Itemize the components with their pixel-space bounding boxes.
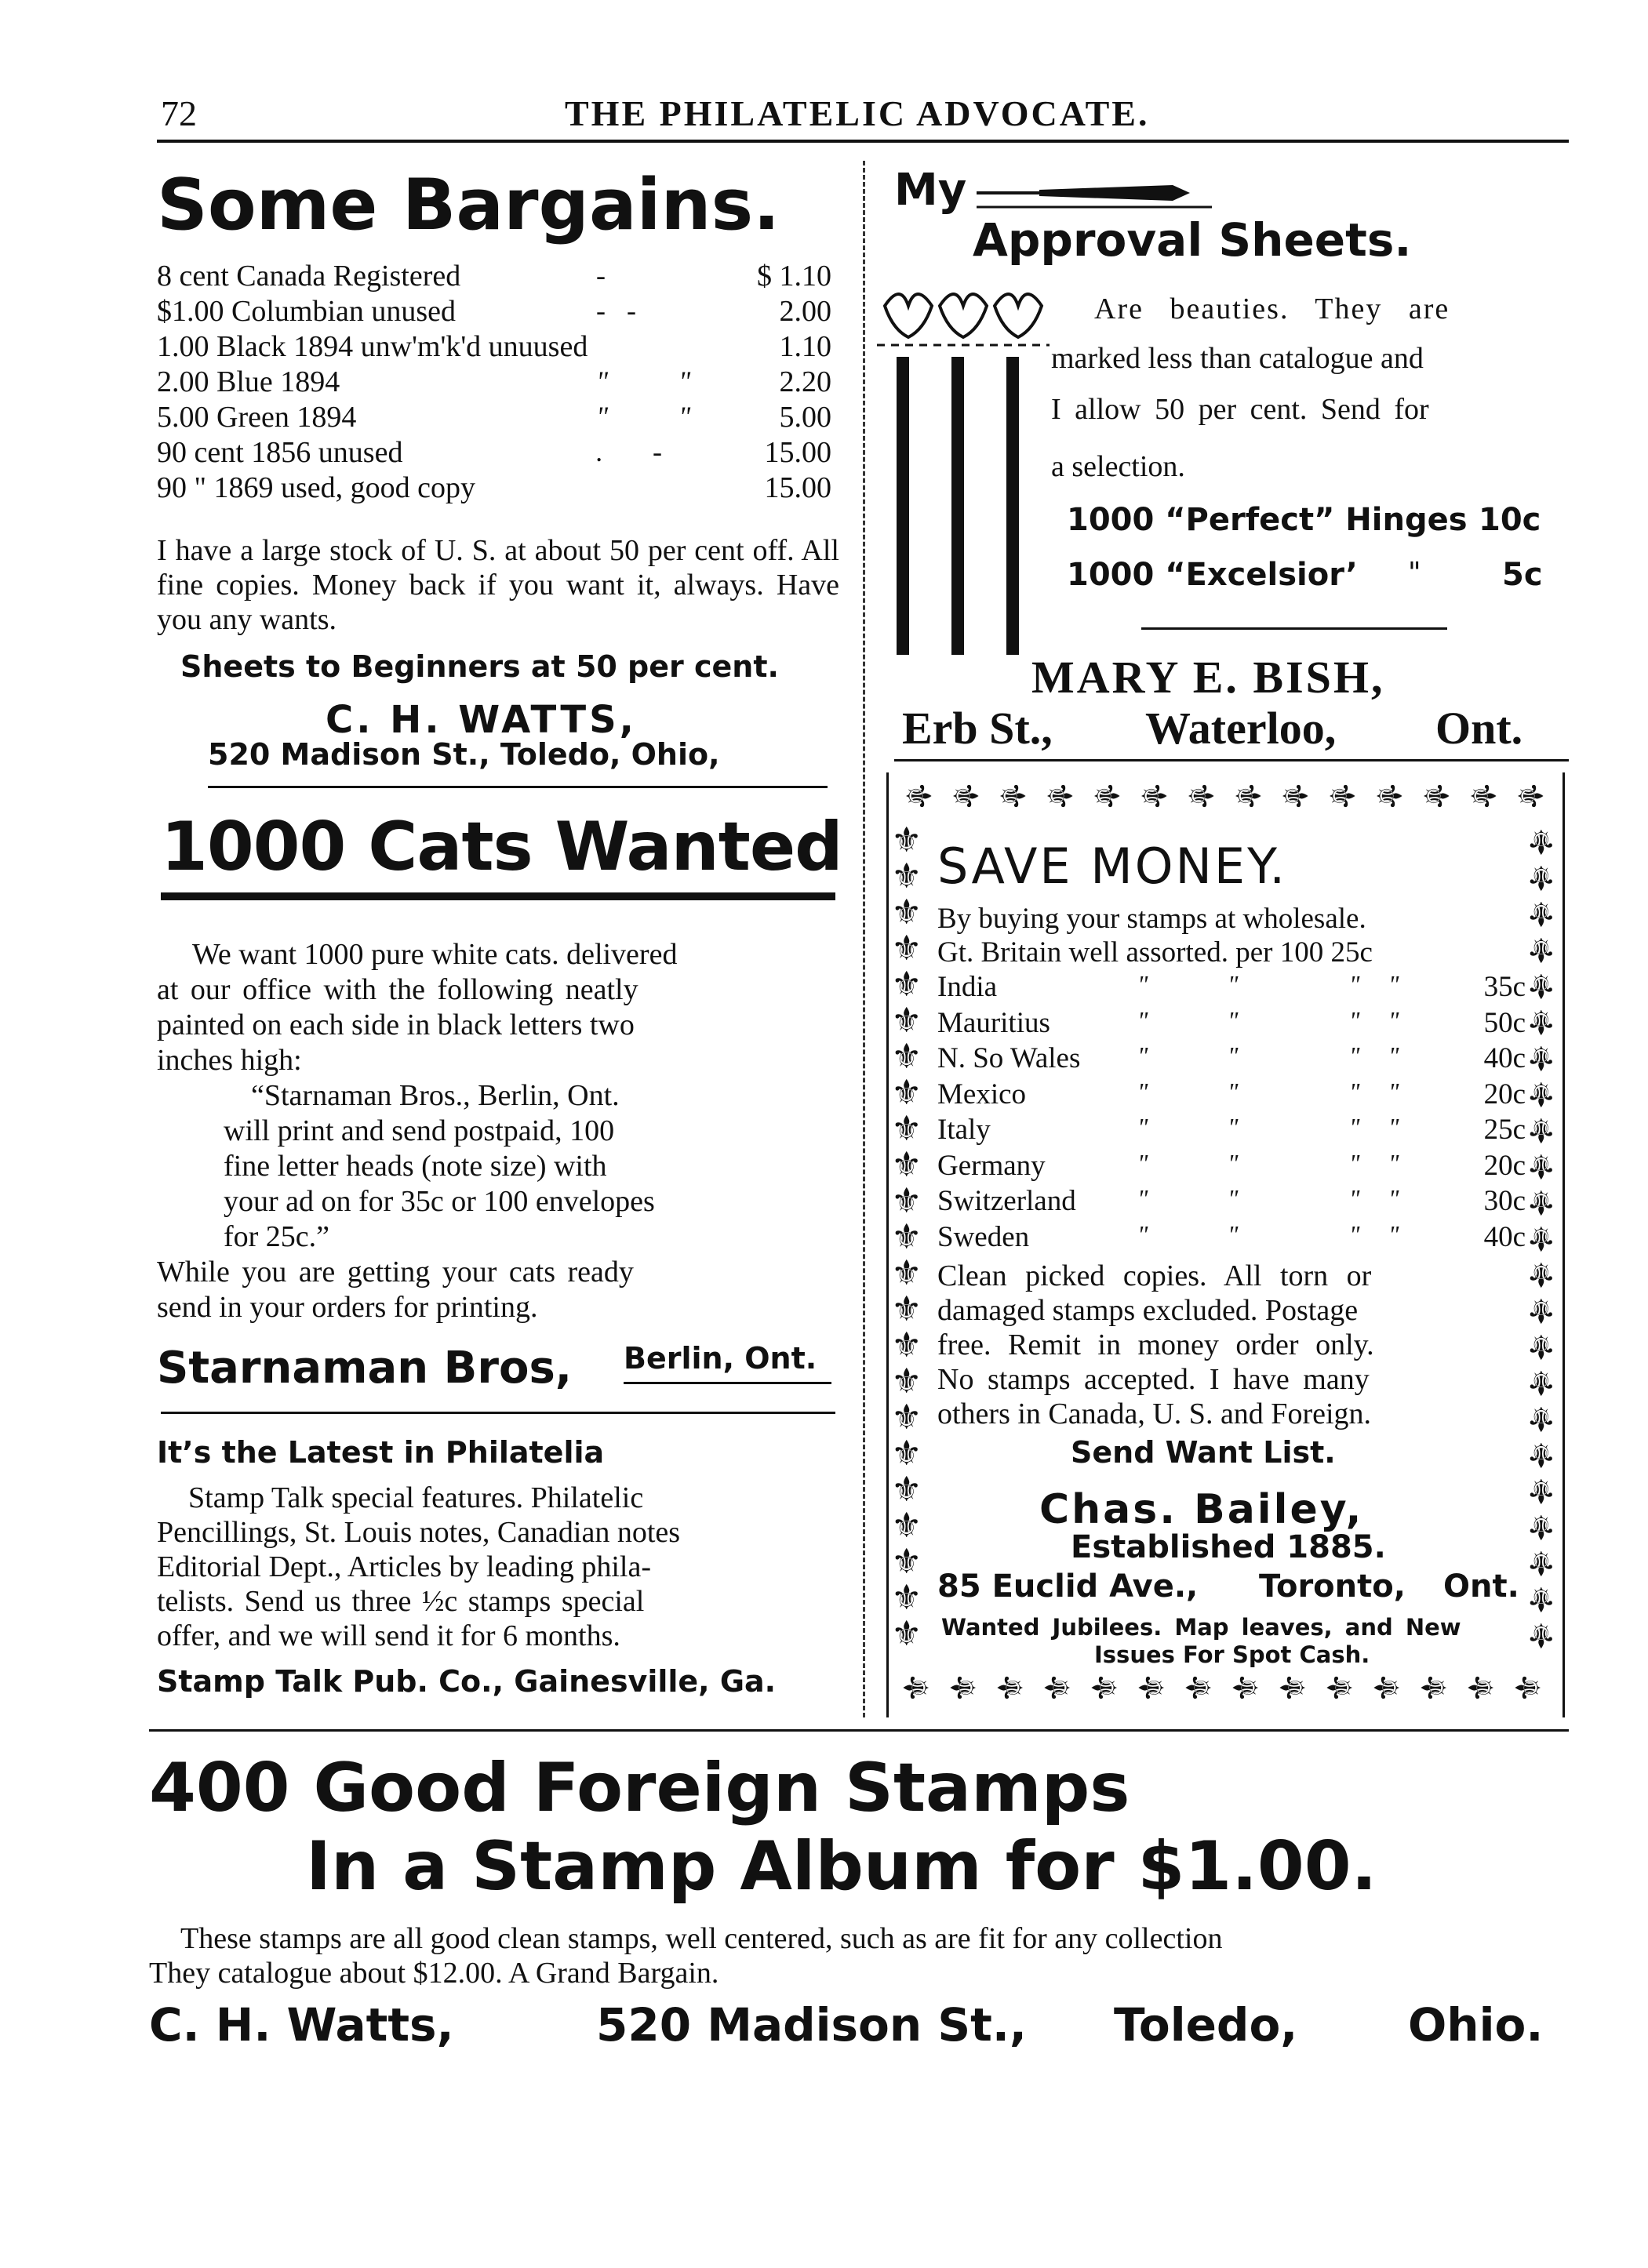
fleur-de-lis-icon: ⚜ bbox=[1526, 1470, 1557, 1510]
bargain-item-ditto: - - bbox=[596, 295, 636, 326]
bargain-item-price: $ 1.10 bbox=[757, 260, 831, 293]
ditto-mark: " bbox=[1388, 1113, 1399, 1141]
fleur-de-lis-icon: ⚜ bbox=[1526, 929, 1557, 969]
country-name: Sweden bbox=[937, 1221, 1030, 1253]
fleur-de-lis-icon: ⚜ bbox=[891, 820, 922, 860]
approval-name: MARY E. BISH, bbox=[1031, 652, 1385, 703]
foreign-title-line1: 400 Good Foreign Stamps bbox=[149, 1749, 1130, 1827]
ditto-mark: " bbox=[1388, 1041, 1399, 1070]
bargains-rule bbox=[208, 786, 828, 788]
bargain-item-price: 5.00 bbox=[779, 401, 831, 434]
fleur-de-lis-icon: ⚜ bbox=[1526, 1038, 1557, 1078]
fleur-de-lis-icon: ⚜ bbox=[1133, 780, 1173, 812]
ditto-mark: " bbox=[1137, 1078, 1148, 1106]
bargain-item-desc: 90 cent 1856 unused bbox=[157, 436, 403, 469]
hinges-excelsior-price: 5c bbox=[1502, 557, 1543, 593]
fleur-de-lis-icon: ⚜ bbox=[1526, 1543, 1557, 1583]
cats-location-underline bbox=[624, 1382, 831, 1384]
ditto-mark: " bbox=[1349, 1184, 1360, 1212]
cats-quote-line2: will print and send postpaid, 100 bbox=[224, 1114, 615, 1147]
fleur-de-lis-icon: ⚜ bbox=[1526, 1326, 1557, 1366]
approval-city: Waterloo, bbox=[1145, 703, 1337, 754]
ditto-mark: " bbox=[1388, 1006, 1399, 1034]
ditto-mark: " bbox=[1228, 1078, 1239, 1106]
bargains-name: C. H. WATTS, bbox=[326, 698, 637, 742]
fleur-de-lis-icon: ⚜ bbox=[1462, 780, 1503, 812]
save-money-wanted-line1: Wanted Jubilees. Map leaves, and New bbox=[941, 1614, 1461, 1641]
fleur-de-lis-icon: ⚜ bbox=[1274, 780, 1315, 812]
bargain-item-desc: $1.00 Columbian unused bbox=[157, 295, 457, 328]
fleur-de-lis-icon: ⚜ bbox=[891, 1578, 922, 1618]
cats-title: 1000 Cats Wanted bbox=[161, 808, 842, 886]
fleur-de-lis-icon: ⚜ bbox=[1321, 780, 1362, 812]
save-money-intro-line2: Gt. Britain well assorted. per 100 25c bbox=[937, 936, 1373, 969]
approval-street: Erb St., bbox=[902, 703, 1053, 754]
save-money-wanted-line2: Issues For Spot Cash. bbox=[1094, 1641, 1370, 1668]
cats-body-line4: inches high: bbox=[157, 1044, 302, 1077]
stamp-talk-line3: Editorial Dept., Articles by leading phila- bbox=[157, 1550, 652, 1583]
cats-quote-line3: fine letter heads (note size) with bbox=[224, 1150, 607, 1183]
fleur-de-lis-icon: ⚜ bbox=[891, 1073, 922, 1113]
bargain-item-desc: 8 cent Canada Registered bbox=[157, 260, 461, 293]
fleur-de-lis-icon: ⚜ bbox=[897, 1672, 937, 1703]
fleur-de-lis-icon: ⚜ bbox=[891, 1253, 922, 1293]
ditto-mark: " bbox=[1228, 1149, 1239, 1177]
fleur-de-lis-icon: ⚜ bbox=[1526, 1507, 1557, 1547]
fleur-de-lis-icon: ⚜ bbox=[891, 1434, 922, 1474]
bargain-item-price: 15.00 bbox=[764, 436, 831, 469]
country-price: 20c bbox=[1483, 1078, 1526, 1110]
fleur-de-lis-icon: ⚜ bbox=[1132, 1672, 1173, 1703]
fleur-de-lis-icon: ⚜ bbox=[1526, 1398, 1557, 1438]
save-money-body-line1: Clean picked copies. All torn or bbox=[937, 1259, 1372, 1292]
fleur-de-lis-icon: ⚜ bbox=[1526, 1290, 1557, 1330]
cats-body-line3: painted on each side in black letters two bbox=[157, 1009, 635, 1041]
save-money-intro-line1: By buying your stamps at wholesale. bbox=[937, 903, 1366, 935]
cats-body-line1: We want 1000 pure white cats. delivered bbox=[192, 938, 678, 971]
ditto-mark: " bbox=[1349, 1078, 1360, 1106]
save-money-street: 85 Euclid Ave., bbox=[937, 1568, 1199, 1605]
hinges-excelsior-ditto: " bbox=[1408, 557, 1421, 589]
bargains-sheets: Sheets to Beginners at 50 per cent. bbox=[180, 649, 779, 684]
fleur-de-lis-icon: ⚜ bbox=[891, 1037, 922, 1077]
bargain-item-desc: 2.00 Blue 1894 bbox=[157, 365, 340, 398]
bargain-item-ditto: " " bbox=[596, 401, 691, 432]
country-name: N. So Wales bbox=[937, 1042, 1081, 1074]
ditto-mark: " bbox=[1137, 1006, 1148, 1034]
country-price: 40c bbox=[1483, 1221, 1526, 1253]
ditto-mark: " bbox=[1228, 1006, 1239, 1034]
foreign-city: Toledo, bbox=[1114, 1998, 1298, 2052]
foreign-title-line2: In a Stamp Album for $1.00. bbox=[306, 1827, 1377, 1906]
ornament-icon bbox=[877, 282, 1057, 667]
ditto-mark: " bbox=[1349, 1149, 1360, 1177]
approval-my: My bbox=[894, 165, 967, 216]
fleur-de-lis-icon: ⚜ bbox=[1526, 1110, 1557, 1150]
ditto-mark: " bbox=[1349, 1041, 1360, 1070]
save-money-title: SAVE MONEY. bbox=[937, 838, 1288, 895]
fleur-de-lis-icon: ⚜ bbox=[1526, 1146, 1557, 1186]
fleur-de-lis-icon: ⚜ bbox=[1368, 780, 1409, 812]
stamp-talk-publisher: Stamp Talk Pub. Co., Gainesville, Ga. bbox=[157, 1664, 777, 1699]
ditto-mark: " bbox=[1388, 1220, 1399, 1248]
ditto-mark: " bbox=[1349, 1113, 1360, 1141]
fleur-de-lis-icon: ⚜ bbox=[1461, 1672, 1502, 1703]
save-money-body-line4: No stamps accepted. I have many bbox=[937, 1363, 1370, 1396]
bargain-item-ditto: . - bbox=[596, 436, 662, 467]
bargain-item-price: 15.00 bbox=[764, 471, 831, 504]
fleur-de-lis-icon: ⚜ bbox=[1526, 893, 1557, 933]
save-money-want-list: Send Want List. bbox=[1071, 1435, 1336, 1470]
fleur-de-lis-icon: ⚜ bbox=[891, 1109, 922, 1149]
fleur-de-lis-icon: ⚜ bbox=[1526, 1615, 1557, 1655]
ditto-mark: " bbox=[1228, 1113, 1239, 1141]
ditto-mark: " bbox=[1349, 1006, 1360, 1034]
fleur-de-lis-icon: ⚜ bbox=[1526, 1434, 1557, 1474]
country-price: 20c bbox=[1483, 1150, 1526, 1182]
bargain-item-price: 2.00 bbox=[779, 295, 831, 328]
cats-bottom-rule bbox=[161, 1412, 835, 1414]
fleur-de-lis-icon: ⚜ bbox=[891, 1361, 922, 1401]
stamp-talk-line4: telists. Send us three ½c stamps special bbox=[157, 1585, 645, 1618]
hinges-perfect-label: 1000 “Perfect” Hinges bbox=[1067, 502, 1468, 538]
ditto-mark: " bbox=[1349, 1220, 1360, 1248]
ditto-mark: " bbox=[1349, 970, 1360, 998]
fleur-de-lis-icon: ⚜ bbox=[891, 1001, 922, 1041]
fleur-de-lis-icon: ⚜ bbox=[1526, 1362, 1557, 1402]
foreign-street: 520 Madison St., bbox=[596, 1998, 1027, 2052]
fleur-de-lis-icon: ⚜ bbox=[1526, 821, 1557, 861]
approval-body-line4: a selection. bbox=[1051, 450, 1185, 483]
save-money-name: Chas. Bailey, bbox=[1039, 1486, 1364, 1533]
page-title: THE PHILATELIC ADVOCATE. bbox=[565, 93, 1150, 133]
fleur-de-lis-icon: ⚜ bbox=[1526, 857, 1557, 897]
country-price: 40c bbox=[1483, 1042, 1526, 1074]
hinges-excelsior-label: 1000 “Excelsior’ bbox=[1067, 557, 1358, 593]
fleur-de-lis-icon: ⚜ bbox=[1226, 1672, 1267, 1703]
ditto-mark: " bbox=[1228, 970, 1239, 998]
bargains-title: Some Bargains. bbox=[157, 164, 780, 246]
save-money-prov: Ont. bbox=[1443, 1568, 1519, 1605]
save-money-body-line3: free. Remit in money order only. bbox=[937, 1328, 1374, 1361]
cats-title-rule bbox=[161, 892, 835, 900]
fleur-de-lis-icon: ⚜ bbox=[897, 780, 938, 812]
stamp-talk-title: It’s the Latest in Philatelia bbox=[157, 1435, 605, 1470]
fleur-de-lis-icon: ⚜ bbox=[991, 780, 1032, 812]
fleur-de-lis-icon: ⚜ bbox=[891, 1145, 922, 1185]
fleur-de-lis-icon: ⚜ bbox=[1526, 1218, 1557, 1258]
cats-quote-line1: “Starnaman Bros., Berlin, Ont. bbox=[251, 1079, 620, 1112]
fleur-de-lis-icon: ⚜ bbox=[1526, 1074, 1557, 1114]
fleur-de-lis-icon: ⚜ bbox=[891, 1398, 922, 1437]
fleur-de-lis-icon: ⚜ bbox=[1039, 780, 1079, 812]
cats-company: Starnaman Bros, bbox=[157, 1343, 573, 1394]
country-name: Mexico bbox=[937, 1078, 1027, 1110]
header-rule bbox=[157, 140, 1569, 143]
foreign-top-rule bbox=[149, 1729, 1569, 1732]
fleur-de-lis-icon: ⚜ bbox=[891, 1470, 922, 1510]
fleur-de-lis-icon: ⚜ bbox=[891, 965, 922, 1005]
cats-quote-line5: for 25c.” bbox=[224, 1220, 330, 1253]
fleur-de-lis-icon: ⚜ bbox=[891, 929, 922, 969]
country-price: 25c bbox=[1483, 1114, 1526, 1146]
ditto-mark: " bbox=[1137, 1220, 1148, 1248]
approval-prov: Ont. bbox=[1435, 703, 1523, 754]
stamp-talk-line1: Stamp Talk special features. Philatelic bbox=[188, 1481, 644, 1514]
fleur-de-lis-icon: ⚜ bbox=[991, 1672, 1031, 1703]
ditto-mark: " bbox=[1388, 1078, 1399, 1106]
bargain-item-ditto: " " bbox=[596, 365, 691, 397]
approval-rule bbox=[1141, 627, 1447, 630]
approval-body-line1: Are beauties. They are bbox=[1094, 293, 1450, 325]
country-name: Mauritius bbox=[937, 1007, 1050, 1039]
fleur-de-lis-icon: ⚜ bbox=[1509, 780, 1550, 812]
stamp-talk-line2: Pencillings, St. Louis notes, Canadian notes bbox=[157, 1516, 681, 1549]
country-name: Switzerland bbox=[937, 1185, 1076, 1217]
fleur-de-lis-icon: ⚜ bbox=[1526, 1254, 1557, 1294]
approval-body-line3: I allow 50 per cent. Send for bbox=[1051, 393, 1429, 426]
country-name: India bbox=[937, 971, 998, 1003]
fleur-de-lis-icon: ⚜ bbox=[1508, 1672, 1549, 1703]
fleur-de-lis-icon: ⚜ bbox=[1415, 780, 1456, 812]
save-money-body-line2: damaged stamps excluded. Postage bbox=[937, 1294, 1359, 1327]
fleur-de-lis-icon: ⚜ bbox=[891, 1506, 922, 1546]
fleur-de-lis-icon: ⚜ bbox=[1526, 1001, 1557, 1041]
cats-closing-line1: While you are getting your cats ready bbox=[157, 1256, 634, 1288]
bargains-body: I have a large stock of U. S. at about 50 per cent off. All fine copies. Money back if you want it, always. Have you any wants. bbox=[157, 534, 839, 636]
ditto-mark: " bbox=[1228, 1220, 1239, 1248]
fleur-de-lis-icon: ⚜ bbox=[1526, 1579, 1557, 1619]
fleur-de-lis-icon: ⚜ bbox=[891, 856, 922, 896]
fleur-de-lis-icon: ⚜ bbox=[1038, 1672, 1079, 1703]
approval-title: Approval Sheets. bbox=[973, 213, 1412, 267]
fleur-de-lis-icon: ⚜ bbox=[1320, 1672, 1361, 1703]
ditto-mark: " bbox=[1388, 970, 1399, 998]
ditto-mark: " bbox=[1137, 1041, 1148, 1070]
fleur-de-lis-icon: ⚜ bbox=[1086, 780, 1126, 812]
fleur-de-lis-icon: ⚜ bbox=[891, 1614, 922, 1654]
fleur-de-lis-icon: ⚜ bbox=[891, 1289, 922, 1329]
ditto-mark: " bbox=[1228, 1041, 1239, 1070]
fleur-de-lis-icon: ⚜ bbox=[891, 1217, 922, 1257]
approval-bottom-rule bbox=[894, 759, 1569, 761]
bargain-item-ditto: - bbox=[596, 260, 606, 291]
fleur-de-lis-icon: ⚜ bbox=[891, 892, 922, 932]
ditto-mark: " bbox=[1388, 1184, 1399, 1212]
country-price: 50c bbox=[1483, 1007, 1526, 1039]
column-divider bbox=[863, 161, 865, 1717]
hinges-perfect-price: 10c bbox=[1479, 502, 1541, 538]
cats-body-line2: at our office with the following neatly bbox=[157, 973, 638, 1006]
page-number: 72 bbox=[161, 93, 197, 133]
bargain-item-desc: 90 " 1869 used, good copy bbox=[157, 471, 476, 504]
country-name: Italy bbox=[937, 1114, 991, 1146]
stamp-talk-line5: offer, and we will send it for 6 months. bbox=[157, 1619, 620, 1652]
country-price: 30c bbox=[1483, 1185, 1526, 1217]
save-money-body-line5: others in Canada, U. S. and Foreign. bbox=[937, 1398, 1372, 1430]
fleur-de-lis-icon: ⚜ bbox=[1367, 1672, 1408, 1703]
fleur-de-lis-icon: ⚜ bbox=[1180, 780, 1221, 812]
fleur-de-lis-icon: ⚜ bbox=[1179, 1672, 1220, 1703]
cats-closing-line2: send in your orders for printing. bbox=[157, 1291, 538, 1324]
fleur-de-lis-icon: ⚜ bbox=[1273, 1672, 1314, 1703]
country-price: 35c bbox=[1483, 971, 1526, 1003]
ditto-mark: " bbox=[1137, 970, 1148, 998]
bargain-item-price: 1.10 bbox=[779, 330, 831, 363]
fleur-de-lis-icon: ⚜ bbox=[944, 1672, 984, 1703]
bargain-item-desc: 5.00 Green 1894 bbox=[157, 401, 357, 434]
foreign-name: C. H. Watts, bbox=[149, 1998, 454, 2052]
cats-quote-line4: your ad on for 35c or 100 envelopes bbox=[224, 1185, 655, 1218]
foreign-body-line1: These stamps are all good clean stamps, well centered, such as are fit for any collection bbox=[180, 1922, 1223, 1955]
bargains-address: 520 Madison St., Toledo, Ohio, bbox=[208, 737, 720, 772]
fleur-de-lis-icon: ⚜ bbox=[1227, 780, 1268, 812]
ditto-mark: " bbox=[1137, 1149, 1148, 1177]
fleur-de-lis-icon: ⚜ bbox=[891, 1325, 922, 1365]
save-money-city: Toronto, bbox=[1259, 1568, 1406, 1605]
ditto-mark: " bbox=[1137, 1113, 1148, 1141]
ditto-mark: " bbox=[1388, 1149, 1399, 1177]
country-name: Germany bbox=[937, 1150, 1046, 1182]
ditto-mark: " bbox=[1137, 1184, 1148, 1212]
foreign-body-line2: They catalogue about $12.00. A Grand Bargain. bbox=[149, 1957, 719, 1990]
approval-body-line2: marked less than catalogue and bbox=[1051, 342, 1424, 375]
foreign-state: Ohio. bbox=[1408, 1998, 1544, 2052]
fleur-de-lis-icon: ⚜ bbox=[944, 780, 985, 812]
fleur-de-lis-icon: ⚜ bbox=[1526, 965, 1557, 1005]
fleur-de-lis-icon: ⚜ bbox=[891, 1542, 922, 1582]
cats-location: Berlin, Ont. bbox=[624, 1341, 817, 1376]
fleur-de-lis-icon: ⚜ bbox=[891, 1181, 922, 1221]
bargain-item-price: 2.20 bbox=[779, 365, 831, 398]
fleur-de-lis-icon: ⚜ bbox=[1526, 1182, 1557, 1222]
pen-icon bbox=[977, 177, 1212, 209]
save-money-established: Established 1885. bbox=[1071, 1529, 1386, 1565]
fleur-de-lis-icon: ⚜ bbox=[1414, 1672, 1455, 1703]
bargain-item-desc: 1.00 Black 1894 unw'm'k'd unuused bbox=[157, 330, 588, 363]
fleur-de-lis-icon: ⚜ bbox=[1085, 1672, 1126, 1703]
ditto-mark: " bbox=[1228, 1184, 1239, 1212]
